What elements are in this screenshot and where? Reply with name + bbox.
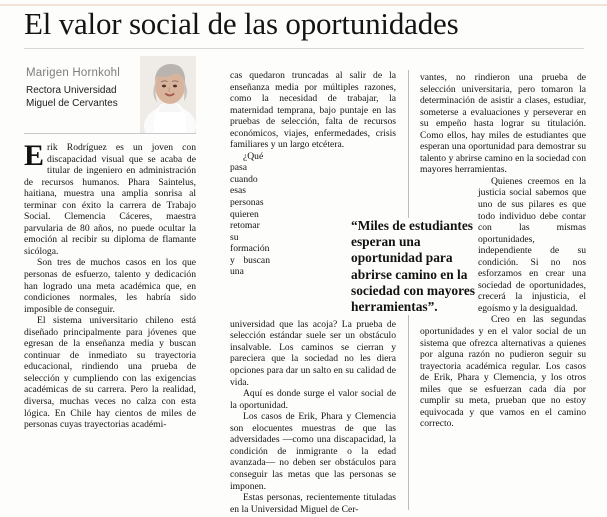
byline (26, 66, 194, 122)
paragraph-text: ¿Qué pasa cuando esas personas quieren retomar su formación y buscan una universidad que las acoja? La prueba de selección estándar suele ser un obstáculo insalvable. Los caminos se cierran y pareciera que la sociedad no les diera opciones para dar un salto en su calidad de vida. (230, 150, 396, 388)
drop-cap: E (24, 139, 45, 172)
author-role-line-2: Miguel de Cervantes (26, 98, 118, 109)
paragraph: Aquí es donde surge el valor social de la oportunidad. (230, 388, 396, 411)
paragraph: Creo en las segundas oportunidades y en el valor social de un sistema que ofrezca alternativas a quienes por alguna razón no pudieron seguir su trayectoria académica regular. Los casos de Erik, Phara y Clemencia, y los otros miles que se esfuerzan cada día por cumplir su meta, prueban que no estoy equivocada y que vamos en el camino correcto. (420, 314, 586, 430)
paragraph: El sistema universitario chileno está diseñado principalmente para jóvenes que egresan de la enseñanza media y buscan continuar de inmediato su trayectoria educacional, rindiendo una prueba de selección y cumpliendo con las exigencias académicas de su carrera. Pero la realidad, diversa, muchas veces no calza con esta lógica. En Chile hay cientos de miles de personas cuyas trayectorias académi- (24, 315, 196, 431)
paragraph-text: Quienes creemos en la justicia social sabemos que uno de sus pilares es que todo individuo debe contar con las mismas oportunidades, independiente de su condición. Si no nos esforzamos en crear una sociedad de oportunidades, crecerá la injusticia, el egoísmo y la desigualdad. (478, 175, 586, 314)
headline-divider (24, 48, 584, 49)
byline-divider (24, 133, 196, 134)
paragraph: Estas personas, recientemente tituladas en la Universidad Miguel de Cer- (230, 492, 396, 515)
paragraph: Los casos de Erik, Phara y Clemencia son elocuentes muestras de que las adversidades —como una discapacidad, la condición de inmigrante o la edad avanzada— no deben ser obstáculos para conseguir las metas que las personas se imponen. (230, 411, 396, 492)
article-column-1 (24, 139, 196, 431)
paragraph-text: rik Rodríguez es un joven con discapacidad visual que se acaba de titular de ingeniero en administración de recursos humanos. Phara Saintelus, haitiana, muestra una amplia sonrisa al terminar con éxito la carrera de Trabajo Social. Clemencia Cáceres, maestra parvularia de 80 años, no puede ocultar la emoción al recibir su diploma de flamante sicóloga. (24, 142, 196, 257)
author-name: Marigen Hornkohl (26, 67, 120, 79)
pull-quote: “Miles de estudiantes esperan una oportunidad para abrirse camino en la sociedad con mayores herramientas”. (351, 218, 475, 315)
paragraph: Son tres de muchos casos en los que personas de esfuerzo, talento y dedicación han logrado una meta académica que, en condiciones normales, les habría sido imposible de conseguir. (24, 257, 196, 315)
page-title: El valor social de las oportunidades (24, 6, 459, 41)
author-role-line-1: Rectora Universidad (26, 85, 117, 96)
paragraph: cas quedaron truncadas al salir de la enseñanza media por múltiples razones, como la necesidad de trabajar, la maternidad temprana, bajo puntaje en las pruebas de selección, falta de recursos económicos, viajes, enfermedades, crisis familiares y un largo etcétera. (230, 70, 396, 151)
paragraph (24, 139, 196, 257)
paragraph: vantes, no rindieron una prueba de selección universitaria, pero tomaron la determinación de asistir a clases, estudiar, someterse a evaluaciones y perseverar en su empeño hasta lograr su titulación. Como ellos, hay miles de estudiantes que esperan una oportunidad para demostrar su talento y abrirse camino en la sociedad con mayores herramientas. (420, 72, 586, 176)
